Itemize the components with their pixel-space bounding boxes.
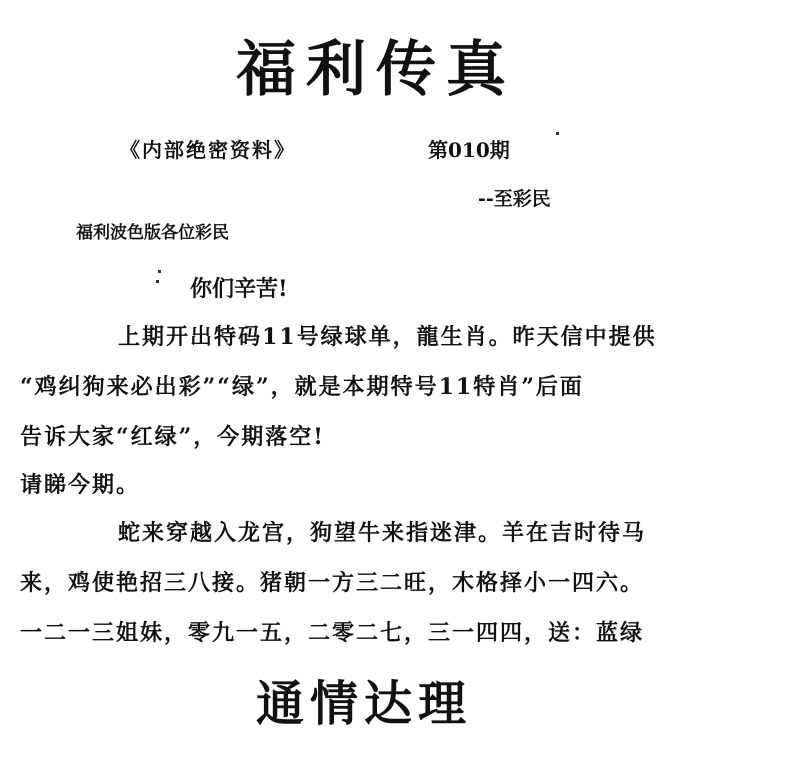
footer-title: 通情达理: [256, 676, 473, 732]
speck-mark: [556, 132, 559, 135]
document-subtitle: 《内部绝密资料》: [120, 138, 296, 162]
body-line: “鸡纠狗来必出彩”“绿”，就是本期特号11特肖”后面: [20, 374, 584, 400]
body-line: 请睇今期。: [20, 472, 141, 498]
body-line: 上期开出特码11号绿球单，龍生肖。昨天信中提供: [118, 324, 657, 350]
speck-mark: [156, 280, 159, 283]
greeting: 你们辛苦!: [190, 276, 288, 302]
body-line: 蛇来穿越入龙宫，狗望牛来指迷津。羊在吉时待马: [118, 520, 647, 546]
page-title: 福利传真: [236, 35, 516, 105]
speck-mark: [158, 270, 161, 273]
issue-number: 第010期: [428, 138, 510, 162]
signature-line: --至彩民: [478, 188, 551, 210]
body-line: 一二一三姐妹，零九一五，二零二七，三一四四，送：蓝绿: [20, 620, 645, 646]
body-line: 来，鸡使艳招三八接。猪朝一方三二旺，木格择小一四六。: [20, 570, 645, 596]
salutation: 福利波色版各位彩民: [76, 223, 229, 243]
body-line: 告诉大家“红绿”，今期落空!: [20, 424, 325, 450]
